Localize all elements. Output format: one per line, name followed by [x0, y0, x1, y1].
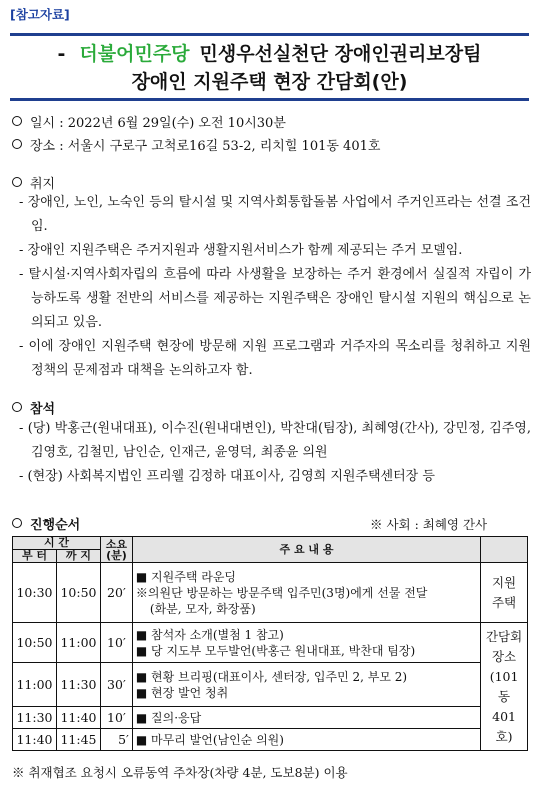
row-content	[132, 663, 480, 707]
content-line: (화분, 모자, 화장품)	[149, 601, 256, 616]
attendees-site: - (현장) 사회복지법인 프리웰 김정하 대표이사, 김영희 지원주택센터장 등	[19, 469, 435, 484]
duration-label: 소요	[105, 537, 128, 551]
start-time: 11:30	[13, 707, 57, 729]
place-text: 장소 : 서울시 구로구 고척로16길 53-2, 리치힐 101동 401호	[30, 139, 381, 154]
end-header: 까 지	[56, 550, 100, 563]
start-time: 10:50	[13, 623, 57, 663]
content-header: 주 요 내 용	[132, 537, 480, 563]
table-row	[13, 663, 528, 707]
content-line: ■ 참석자 소개(별첨 1 참고)	[135, 627, 284, 642]
schedule-heading-text: 진행순서	[30, 518, 81, 533]
title-box	[10, 33, 529, 101]
circle-bullet-icon	[12, 518, 22, 528]
table-row	[13, 729, 528, 751]
duration: 10′	[100, 623, 132, 663]
row-content	[132, 563, 480, 623]
place-header	[481, 537, 528, 563]
attendees-heading-text: 참석	[30, 402, 56, 417]
place-meeting: 간담회 장소 (101동 401호)	[481, 623, 528, 751]
start-time: 11:00	[13, 663, 57, 707]
time-header: 시 간	[13, 537, 101, 550]
content-line: ■ 지원주택 라운딩	[135, 569, 237, 584]
duration-header	[100, 537, 132, 563]
place-site: 지원 주택	[481, 563, 528, 623]
title-dash: -	[57, 43, 66, 65]
end-time: 10:50	[56, 563, 100, 623]
start-header: 부 터	[13, 550, 57, 563]
start-time: 10:30	[13, 563, 57, 623]
purpose-item-1: - 장애인, 노인, 노숙인 등의 탈시설 및 지역사회통합돌봄 사업에서 주거인프라는 선결 조건임.	[19, 195, 531, 234]
content-line: ■ 현장 발언 청취	[135, 685, 229, 700]
circle-bullet-icon	[12, 402, 22, 412]
end-time: 11:30	[56, 663, 100, 707]
end-time: 11:00	[56, 623, 100, 663]
team-name: 민생우선실천단 장애인권리보장팀	[199, 43, 482, 65]
row-content	[132, 729, 480, 751]
purpose-item-4: - 이에 장애인 지원주택 현장에 방문해 지원 프로그램과 거주자의 목소리를 청취하고 지원정책의 문제점과 대책을 논의하고자 함.	[19, 339, 531, 378]
schedule-table	[12, 536, 528, 751]
meta-date	[12, 112, 286, 131]
content-line: ■ 현황 브리핑(대표이사, 센터장, 입주민 2, 부모 2)	[135, 669, 408, 684]
duration: 10′	[100, 707, 132, 729]
content-line: ■ 당 지도부 모두발언(박홍근 원내대표, 박찬대 팀장)	[135, 643, 416, 658]
purpose-heading-text: 취지	[30, 177, 56, 192]
duration: 5′	[100, 729, 132, 751]
title-line-1	[10, 39, 529, 66]
row-content	[132, 707, 480, 729]
footer-note: ※ 취재협조 요청시 오류동역 주차장(차량 4분, 도보8분) 이용	[12, 765, 348, 780]
content-line: ■ 질의·응답	[135, 710, 202, 725]
end-time: 11:40	[56, 707, 100, 729]
host-note: ※ 사회 : 최혜영 간사	[370, 517, 488, 532]
purpose-heading	[12, 173, 55, 192]
circle-bullet-icon	[12, 177, 22, 187]
end-time: 11:45	[56, 729, 100, 751]
content-line: ■ 마무리 발언(남인순 의원)	[135, 732, 284, 747]
purpose-item-2: - 장애인 지원주택은 주거지원과 생활지원서비스가 함께 제공되는 주거 모델임.	[19, 243, 463, 258]
start-time: 11:40	[13, 729, 57, 751]
party-logo: 더불어민주당	[79, 43, 190, 65]
duration-unit: (분)	[106, 548, 127, 562]
meta-place	[12, 135, 380, 154]
reference-tag: [참고자료]	[10, 7, 70, 22]
duration: 30′	[100, 663, 132, 707]
circle-bullet-icon	[12, 116, 22, 126]
table-row	[13, 563, 528, 623]
attendees-party: - (당) 박홍근(원내대표), 이수진(원내대변인), 박찬대(팀장), 최혜영(간사), 강민정, 김주영, 김영호, 김철민, 남인순, 인재근, 윤영덕, 최종윤 의원	[19, 421, 531, 460]
attendees-heading	[12, 398, 55, 417]
row-content	[132, 623, 480, 663]
title-line-2: 장애인 지원주택 현장 간담회(안)	[131, 71, 408, 93]
date-text: 일시 : 2022년 6월 29일(수) 오전 10시30분	[30, 116, 286, 131]
table-row	[13, 623, 528, 663]
schedule-heading	[12, 514, 80, 533]
content-line: ※의원단 방문하는 방문주택 입주민(3명)에게 선물 전달	[135, 585, 428, 600]
header-row-1	[13, 537, 528, 550]
duration: 20′	[100, 563, 132, 623]
circle-bullet-icon	[12, 139, 22, 149]
table-row	[13, 707, 528, 729]
purpose-item-3: - 탈시설·지역사회자립의 흐름에 따라 사생활을 보장하는 주거 환경에서 실질적 자립이 가능하도록 생활 전반의 서비스를 제공하는 지원주택은 장애인 탈시설 지원의 핵심으로 논의되고 있음.	[19, 267, 531, 330]
